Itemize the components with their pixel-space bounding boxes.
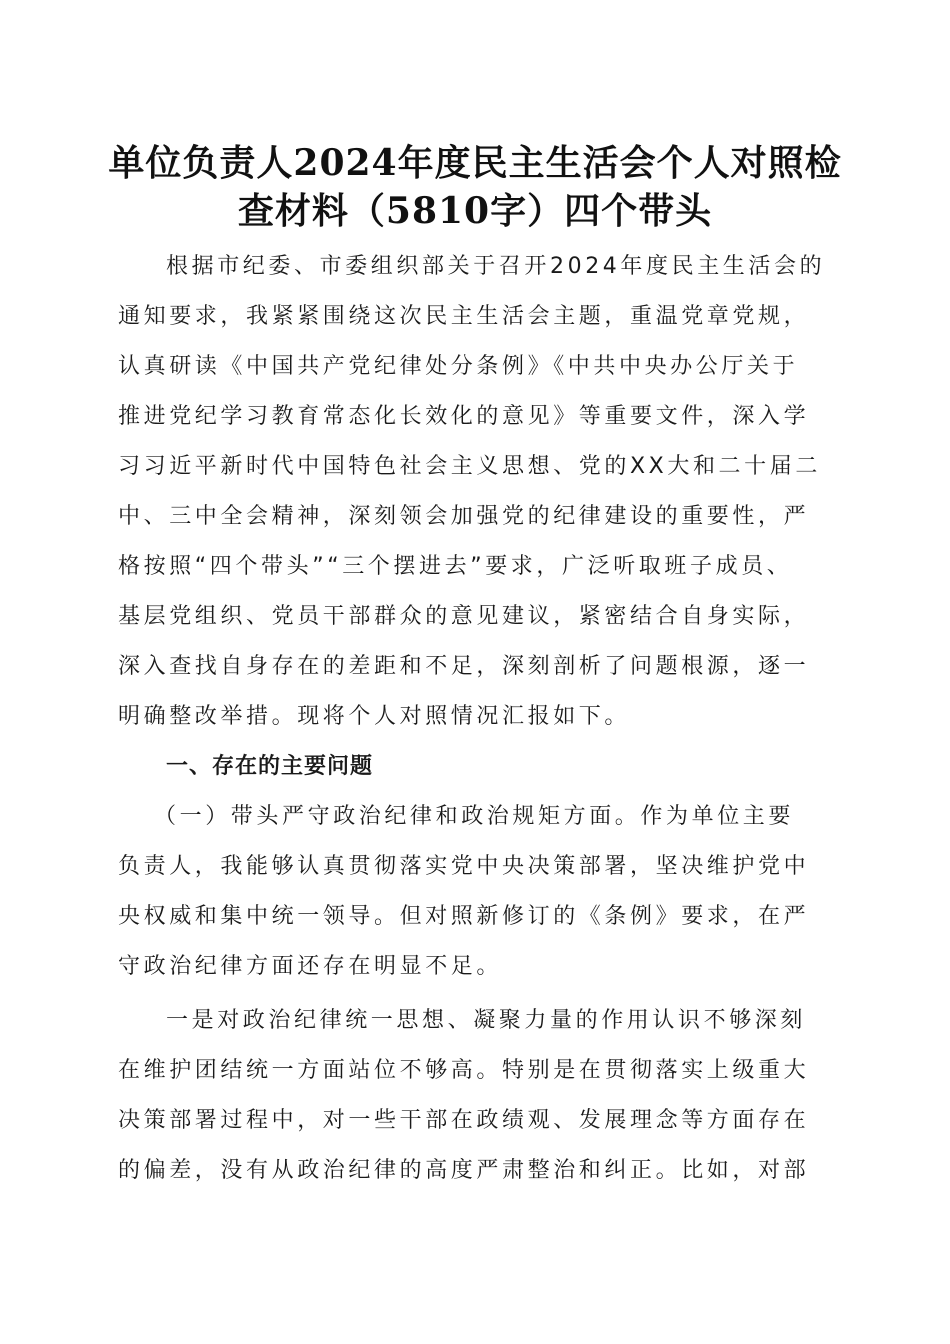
subsection-line-2: 负责人，我能够认真贯彻落实党中央决策部署，坚决维护党中 <box>118 854 810 879</box>
document-title-line-1: 单位负责人2024年度民主生活会个人对照检 <box>108 142 842 184</box>
section-heading: 一、存在的主要问题 <box>166 754 374 779</box>
intro-line-9: 深入查找自身存在的差距和不足，深刻剖析了问题根源，逐一 <box>118 654 810 679</box>
subsection-line-4: 守政治纪律方面还存在明显不足。 <box>118 954 503 979</box>
intro-line-3: 认真研读《中国共产党纪律处分条例》《中共中央办公厅关于 <box>118 354 799 379</box>
intro-line-7: 格按照“四个带头”“三个摆进去”要求，广泛听取班子成员、 <box>118 554 793 579</box>
intro-line-2: 通知要求，我紧紧围绕这次民主生活会主题，重温党章党规， <box>118 304 810 329</box>
point-line-2: 在维护团结统一方面站位不够高。特别是在贯彻落实上级重大 <box>118 1058 810 1083</box>
intro-line-10: 明确整改举措。现将个人对照情况汇报如下。 <box>118 704 631 729</box>
document-title-line-2: 查材料（5810字）四个带头 <box>237 190 713 232</box>
point-line-3: 决策部署过程中，对一些干部在政绩观、发展理念等方面存在 <box>118 1108 810 1133</box>
point-line-1: 一是对政治纪律统一思想、凝聚力量的作用认识不够深刻 <box>166 1008 807 1033</box>
intro-line-1: 根据市纪委、市委组织部关于召开2024年度民主生活会的 <box>166 254 826 279</box>
document-body <box>118 242 838 1196</box>
subsection-line-3: 央权威和集中统一领导。但对照新修订的《条例》要求，在严 <box>118 904 810 929</box>
intro-line-5: 习习近平新时代中国特色社会主义思想、党的XX大和二十届二 <box>118 454 821 479</box>
subsection-line-1: （一）带头严守政治纪律和政治规矩方面。作为单位主要 <box>154 804 795 829</box>
intro-line-6: 中、三中全会精神，深刻领会加强党的纪律建设的重要性，严 <box>118 504 810 529</box>
intro-line-4: 推进党纪学习教育常态化长效化的意见》等重要文件，深入学 <box>118 404 810 429</box>
point-line-4: 的偏差，没有从政治纪律的高度严肃整治和纠正。比如，对部 <box>118 1158 810 1183</box>
intro-line-8: 基层党组织、党员干部群众的意见建议，紧密结合自身实际， <box>118 604 810 629</box>
